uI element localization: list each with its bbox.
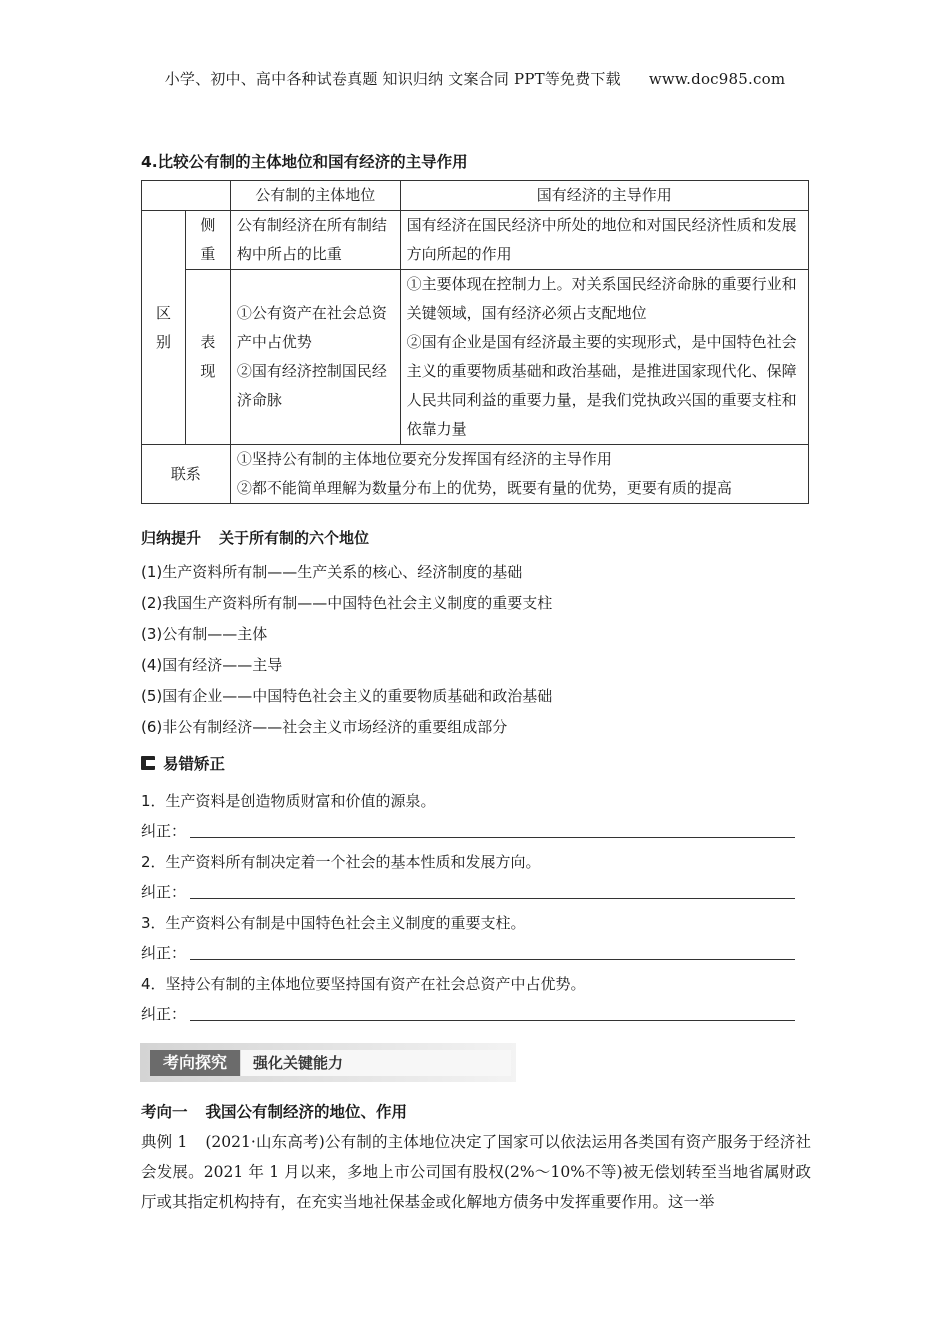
comparison-table (141, 180, 809, 504)
header-url[interactable]: www.doc985.com (648, 70, 786, 88)
topic-heading: 考向一 我国公有制经济的地位、作用 (141, 1103, 408, 1121)
group-label-difference: 区 别 (142, 211, 186, 445)
row-label-link: 联系 (142, 445, 231, 504)
banner-label: 考向探究 (150, 1050, 240, 1076)
col1-header: 公有制的主体地位 (230, 181, 400, 211)
row-label-emphasis: 侧 重 (185, 211, 230, 270)
section-title: 4.比较公有制的主体地位和国有经济的主导作用 (141, 153, 468, 171)
answer-line[interactable] (190, 1020, 795, 1021)
list-item: (1)生产资料所有制——生产关系的核心、经济制度的基础 (141, 563, 523, 581)
link-content: ①坚持公有制的主体地位要充分发挥国有经济的主导作用 ②都不能简单理解为数量分布上的优势，既要有量的优势，更要有质的提高 (230, 445, 808, 504)
manifest-col1: ①公有资产在社会总资产中占优势 ②国有经济控制国民经济命脉 (230, 270, 400, 445)
error-correction-list (141, 786, 801, 1030)
list-item: (3)公有制——主体 (141, 625, 268, 643)
error-statement: 2．生产资料所有制决定着一个社会的基本性质和发展方向。 (141, 853, 541, 871)
error-statement: 1．生产资料是创造物质财富和价值的源泉。 (141, 792, 436, 810)
emphasis-col1: 公有制经济在所有制结构中所占的比重 (230, 211, 400, 270)
table-header-row (142, 181, 809, 211)
answer-line[interactable] (190, 837, 795, 838)
section-banner (140, 1043, 516, 1082)
example-text: (2021·山东高考)公有制的主体地位决定了国家可以依法运用各类国有资产服务于经济社会发展。2021 年 1 月以来，多地上市公司国有股权(2%～10%不等)被无偿划转至当地省属财政厅或其指定机构持有，在充实当地社保基金或化解地方债务中发挥重要作用。这一举 (141, 1133, 811, 1211)
correction-field[interactable]: 纠正： (141, 938, 801, 969)
table-row-manifest (142, 270, 809, 445)
manifest-col2: ①主要体现在控制力上。对关系国民经济命脉的重要行业和关键领域，国有经济必须占支配地位 ②国有企业是国有经济最主要的实现形式，是中国特色社会主义的重要物质基础和政治基础，是推进国家现代化、保障人民共同利益的重要力量，是我们党执政兴国的重要支柱和依靠力量 (400, 270, 808, 445)
list-item: (4)国有经济——主导 (141, 656, 283, 674)
table-corner-cell (142, 181, 231, 211)
banner-subtitle: 强化关键能力 (241, 1050, 511, 1076)
correction-field[interactable]: 纠正： (141, 999, 801, 1030)
error-statement: 3．生产资料公有制是中国特色社会主义制度的重要支柱。 (141, 914, 526, 932)
emphasis-col2: 国有经济在国民经济中所处的地位和对国民经济性质和发展方向所起的作用 (400, 211, 808, 270)
example-label: 典例 1 (141, 1133, 188, 1151)
error-statement: 4．坚持公有制的主体地位要坚持国有资产在社会总资产中占优势。 (141, 975, 586, 993)
correction-field[interactable]: 纠正： (141, 877, 801, 908)
error-correction-heading: 易错矫正 (141, 752, 225, 774)
summary-section (141, 527, 552, 743)
table-row-link (142, 445, 809, 504)
list-item: (2)我国生产资料所有制——中国特色社会主义制度的重要支柱 (141, 594, 553, 612)
list-item: (5)国有企业——中国特色社会主义的重要物质基础和政治基础 (141, 687, 553, 705)
row-label-manifest: 表 现 (185, 270, 230, 445)
answer-line[interactable] (190, 959, 795, 960)
header-text: 小学、初中、高中各种试卷真题 知识归纳 文案合同 PPT等免费下载 (164, 70, 621, 88)
page-header (0, 68, 950, 89)
col2-header: 国有经济的主导作用 (400, 181, 808, 211)
answer-line[interactable] (190, 898, 795, 899)
list-item: (6)非公有制经济——社会主义市场经济的重要组成部分 (141, 718, 508, 736)
section-marker-icon (141, 756, 155, 770)
table-row-emphasis (142, 211, 809, 270)
summary-heading: 归纳提升 关于所有制的六个地位 (141, 529, 370, 547)
example-paragraph (141, 1127, 811, 1217)
correction-field[interactable]: 纠正： (141, 816, 801, 847)
